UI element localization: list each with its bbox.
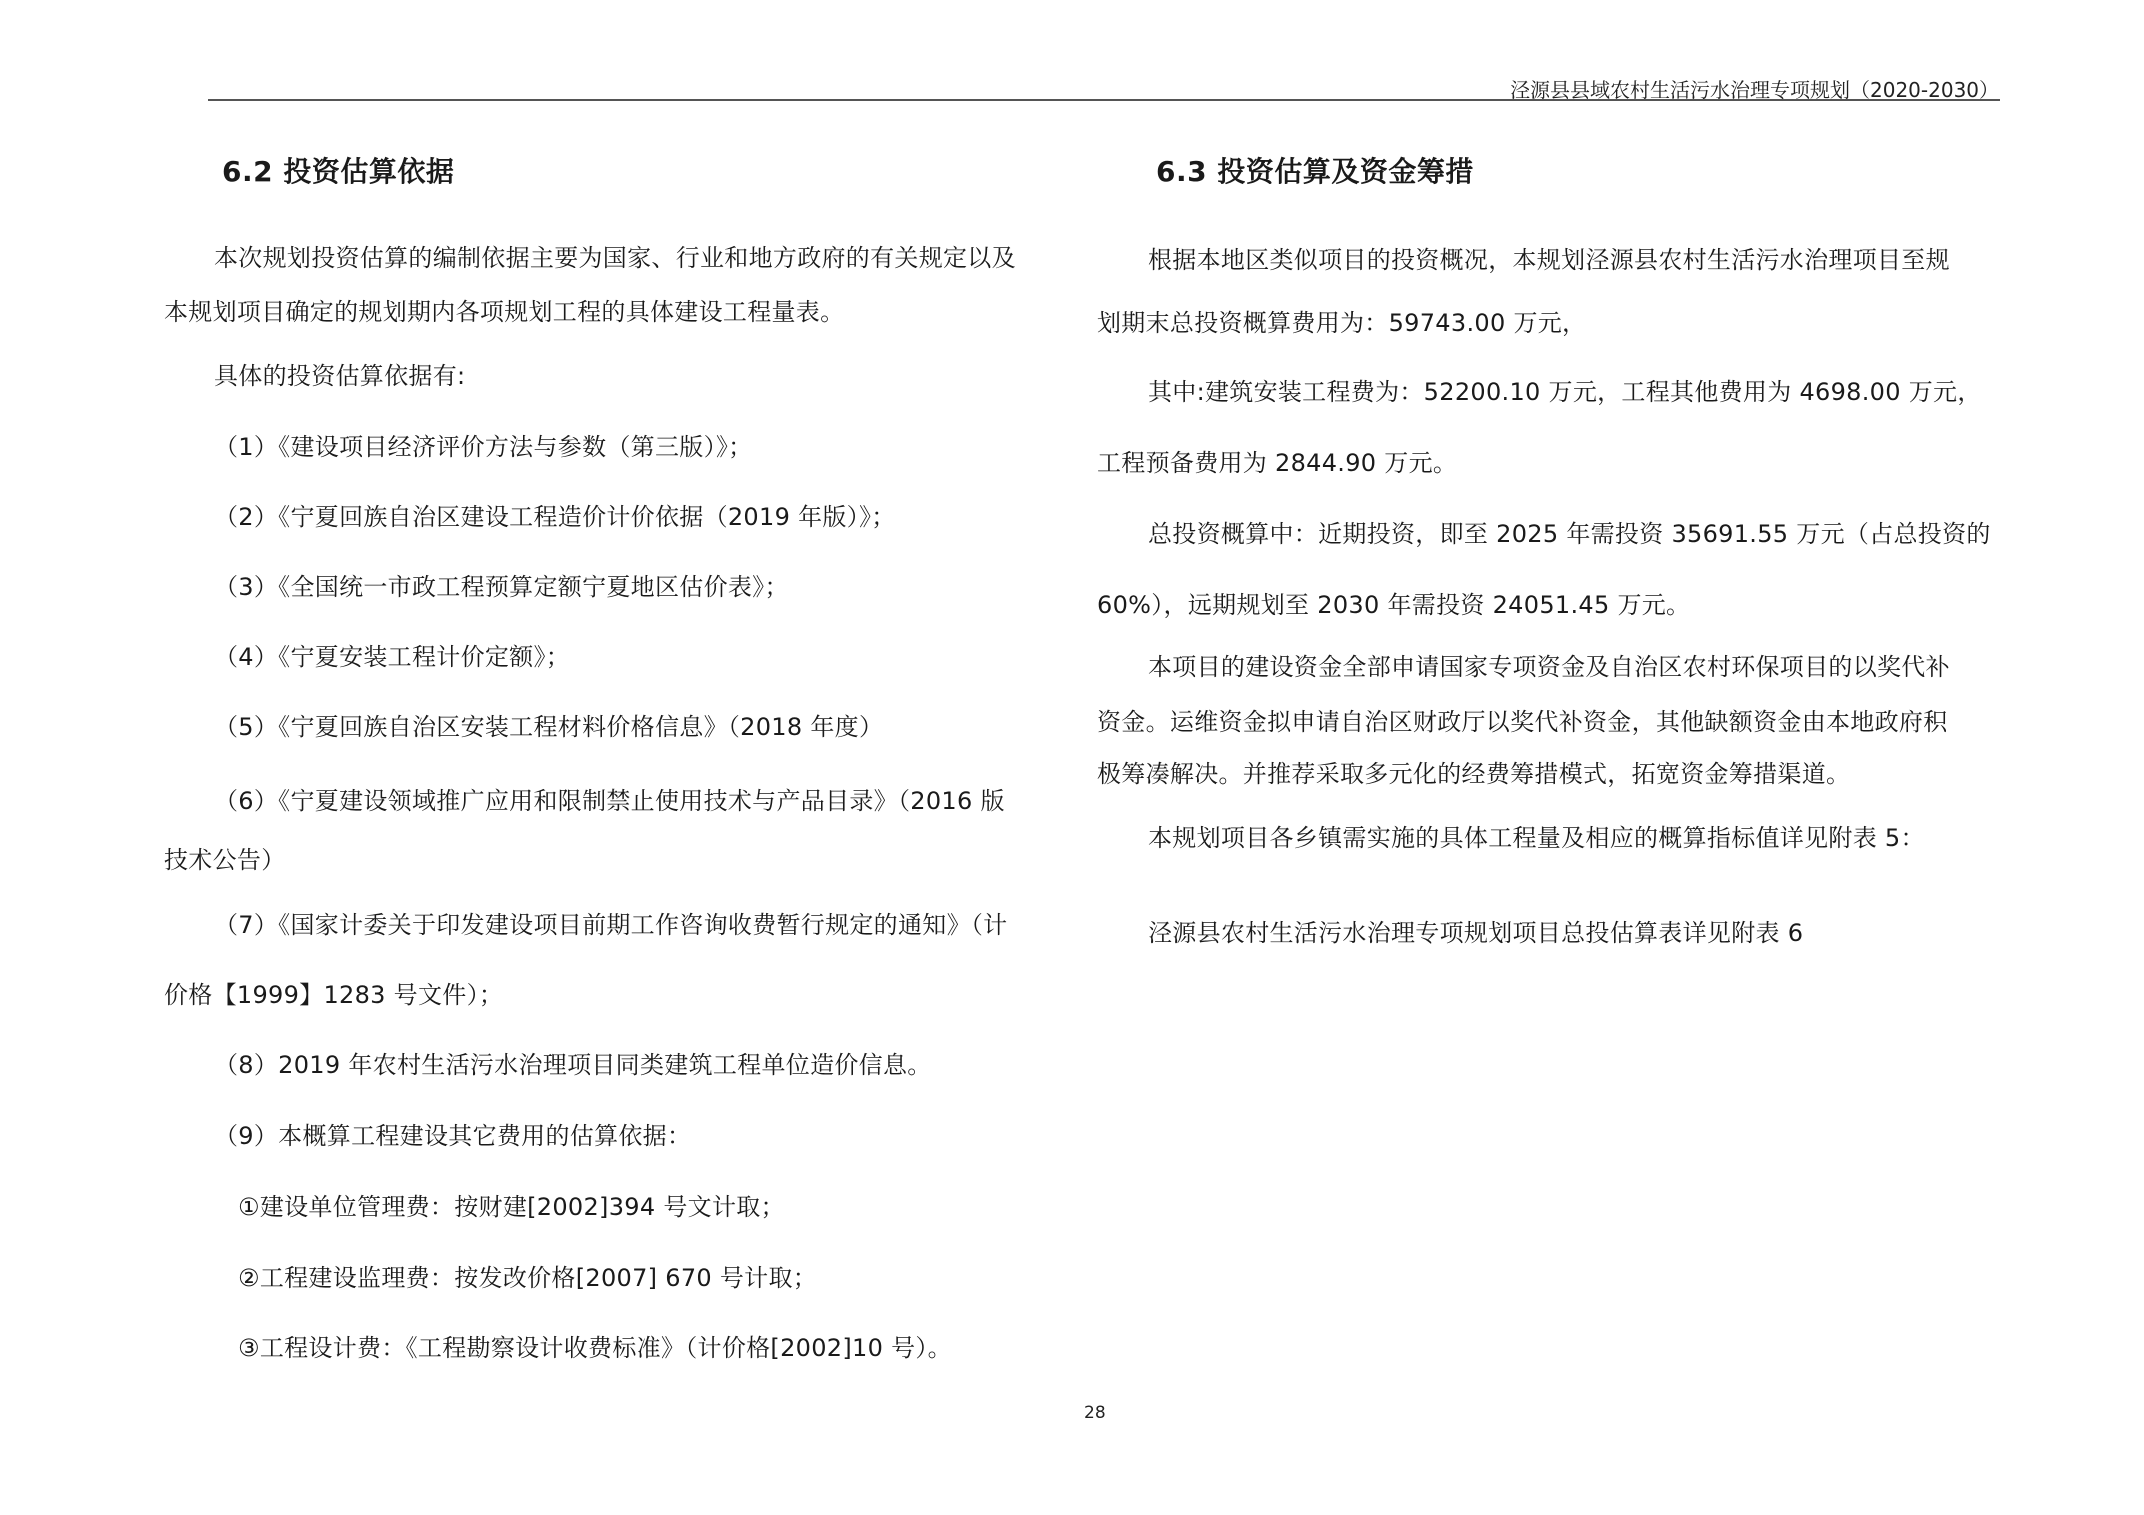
- list-item: （4）《宁夏安装工程计价定额》；: [214, 643, 571, 671]
- paragraph-line: 根据本地区类似项目的投资概况，本规划泾源县农村生活污水治理项目至规: [1148, 246, 1950, 274]
- section-heading-6-2: 6.2 投资估算依据: [222, 155, 455, 188]
- sub-list-item: ②工程建设监理费：按发改价格[2007] 670 号计取；: [238, 1264, 818, 1292]
- paragraph-line: 具体的投资估算依据有:: [214, 362, 466, 390]
- list-item-continuation: 技术公告）: [164, 846, 286, 874]
- paragraph-line: 其中:建筑安装工程费为：52200.10 万元，工程其他费用为 4698.00 万元，: [1148, 378, 1982, 406]
- list-item-continuation: 价格【1999】1283 号文件）；: [164, 981, 504, 1009]
- paragraph-line: 划期末总投资概算费用为：59743.00 万元，: [1097, 309, 1587, 337]
- sub-list-item: ③工程设计费：《工程勘察设计收费标准》（计价格[2002]10 号）。: [238, 1334, 952, 1362]
- paragraph-line: 本次规划投资估算的编制依据主要为国家、行业和地方政府的有关规定以及: [214, 244, 1016, 272]
- paragraph-line: 本规划项目确定的规划期内各项规划工程的具体建设工程量表。: [164, 298, 845, 326]
- paragraph-line: 资金。运维资金拟申请自治区财政厅以奖代补资金，其他缺额资金由本地政府积: [1097, 708, 1948, 736]
- list-item: （6）《宁夏建设领域推广应用和限制禁止使用技术与产品目录》（2016 版: [214, 787, 1005, 815]
- paragraph-line: 本项目的建设资金全部申请国家专项资金及自治区农村环保项目的以奖代补: [1148, 653, 1950, 681]
- list-item: （7）《国家计委关于印发建设项目前期工作咨询收费暂行规定的通知》（计: [214, 911, 1008, 939]
- list-item: （2）《宁夏回族自治区建设工程造价计价依据（2019 年版）》；: [214, 503, 896, 531]
- page-number: 28: [1084, 1403, 1106, 1423]
- list-item: （3）《全国统一市政工程预算定额宁夏地区估价表》；: [214, 573, 789, 601]
- paragraph-line: 极筹凑解决。并推荐采取多元化的经费筹措模式，拓宽资金筹措渠道。: [1097, 760, 1851, 788]
- list-item: （8）2019 年农村生活污水治理项目同类建筑工程单位造价信息。: [214, 1051, 932, 1079]
- running-header: 泾源县县域农村生活污水治理专项规划（2020-2030）: [1510, 78, 2000, 102]
- paragraph-line: 60%），远期规划至 2030 年需投资 24051.45 万元。: [1097, 591, 1691, 619]
- list-item: （5）《宁夏回族自治区安装工程材料价格信息》（2018 年度）: [214, 713, 884, 741]
- paragraph-line: 本规划项目各乡镇需实施的具体工程量及相应的概算指标值详见附表 5：: [1148, 824, 1925, 852]
- paragraph-line: 泾源县农村生活污水治理专项规划项目总投估算表详见附表 6: [1148, 919, 1804, 947]
- paragraph-line: 工程预备费用为 2844.90 万元。: [1097, 449, 1458, 477]
- list-item: （9）本概算工程建设其它费用的估算依据：: [214, 1122, 692, 1150]
- sub-list-item: ①建设单位管理费：按财建[2002]394 号文计取；: [238, 1193, 785, 1221]
- section-heading-6-3: 6.3 投资估算及资金筹措: [1156, 155, 1474, 188]
- header-divider: [208, 99, 2000, 101]
- list-item: （1）《建设项目经济评价方法与参数（第三版）》；: [214, 433, 753, 461]
- paragraph-line: 总投资概算中：近期投资，即至 2025 年需投资 35691.55 万元（占总投资的: [1148, 520, 1991, 548]
